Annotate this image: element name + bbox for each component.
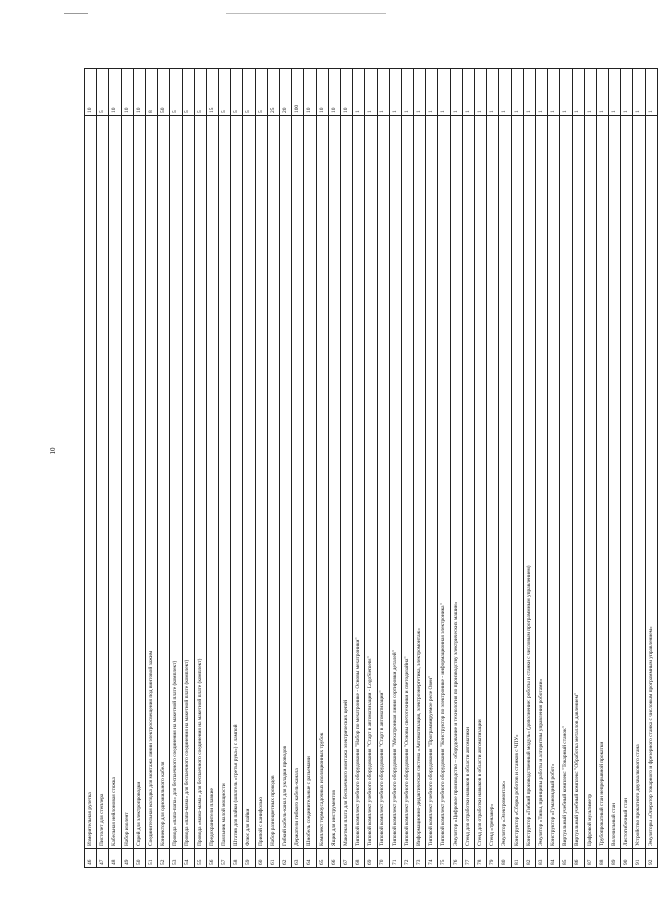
item-name: Эмуляторы «Оператор токарного и фрезерного станка с числовым программным управлением» [645, 116, 657, 849]
item-name: Эмулятор «Типы, принципы работы и алгоритмы управления роботами» [535, 116, 547, 849]
row-number: 55 [194, 849, 206, 868]
row-number: 72 [401, 849, 413, 868]
item-quantity: 5 [182, 69, 194, 116]
item-quantity: 50 [158, 69, 170, 116]
table-row [158, 69, 170, 868]
table-row [109, 69, 121, 868]
item-quantity: 1 [523, 69, 535, 116]
row-number: 85 [560, 849, 572, 868]
row-number: 53 [170, 849, 182, 868]
row-number: 77 [462, 849, 474, 868]
row-number: 87 [584, 849, 596, 868]
scan-mark [64, 13, 88, 14]
table-row [426, 69, 438, 868]
item-name: Гибкий кабель-канал для укладки проводов [280, 116, 292, 849]
page-number: 10 [49, 447, 57, 455]
item-quantity: 5 [170, 69, 182, 116]
item-quantity: 1 [645, 69, 657, 116]
item-name: Держатели гибкого кабель-канала [292, 116, 304, 849]
item-name: Информационно-дидактическая система «Автоматизация, электроэнергетика, электромонтаж» [414, 116, 426, 849]
item-quantity: 1 [389, 69, 401, 116]
row-number: 91 [633, 849, 645, 868]
item-name: Провода «мама-мама» для беспаечного соединения на макетной плате (комплект) [194, 116, 206, 849]
table-row [584, 69, 596, 868]
item-quantity: 1 [584, 69, 596, 116]
item-name: Пистолет для степлера [97, 116, 109, 849]
item-quantity: 1 [499, 69, 511, 116]
item-name: Комплект термоусадочных изоляционных трубок [316, 116, 328, 849]
row-number: 52 [158, 849, 170, 868]
table-row [401, 69, 413, 868]
table-row [340, 69, 352, 868]
item-name: Виртуальный учебный комплекс "Обработка металлов давлением" [572, 116, 584, 849]
row-number: 83 [535, 849, 547, 868]
item-name: Коннектор для одножильного кабеля [158, 116, 170, 849]
item-name: Флюс для пайки [243, 116, 255, 849]
item-name: Шнобель соединительные с разъемами [304, 116, 316, 849]
item-name: Типовой комплект учебного оборудования "Набор по мехатронике - Основы мехатроники" [353, 116, 365, 849]
table-row [365, 69, 377, 868]
table-row [85, 69, 97, 868]
row-number: 81 [511, 849, 523, 868]
item-name: Спрей для электропроводки [133, 116, 145, 849]
row-number: 75 [438, 849, 450, 868]
row-number: 61 [267, 849, 279, 868]
scan-mark [226, 13, 386, 14]
row-number: 78 [475, 849, 487, 868]
item-name: Типовой комплект учебного оборудования "Старт в автоматизации" [377, 116, 389, 849]
row-number: 48 [109, 849, 121, 868]
item-quantity: 1 [633, 69, 645, 116]
equipment-table [84, 68, 658, 868]
item-quantity: 1 [487, 69, 499, 116]
row-number: 59 [243, 849, 255, 868]
table-row [145, 69, 157, 868]
table-row [414, 69, 426, 868]
item-quantity: 1 [353, 69, 365, 116]
item-quantity: 25 [267, 69, 279, 116]
item-name: Эмулятор «Электромонтаж» [499, 116, 511, 849]
table-row [633, 69, 645, 868]
row-number: 89 [609, 849, 621, 868]
item-name: Макетная плата для беспаечного монтажа электрических цепей [340, 116, 352, 849]
item-name: Листогибочный стан [621, 116, 633, 849]
item-quantity: 1 [438, 69, 450, 116]
item-name: Стенд для отработки навыков в области автоматики [462, 116, 474, 849]
item-quantity: 1 [621, 69, 633, 116]
row-number: 88 [596, 849, 608, 868]
equipment-table-container [84, 68, 654, 868]
item-name: Конструктор «Гибкий производственный модуль» (дополнение: роботы и станки с числовым программным управлением) [523, 116, 535, 849]
table-row [438, 69, 450, 868]
row-number: 82 [523, 849, 535, 868]
table-row [645, 69, 657, 868]
row-number: 84 [548, 849, 560, 868]
row-number: 69 [365, 849, 377, 868]
item-name: Провода «папа-папа» для беспаечного соединения на макетной плате (комплект) [170, 116, 182, 849]
item-name: Типовой комплект учебного оборудования "Конструктор по электронике - информационная электроника" [438, 116, 450, 849]
row-number: 66 [328, 849, 340, 868]
table-row [596, 69, 608, 868]
item-quantity: 8 [145, 69, 157, 116]
table-row [511, 69, 523, 868]
item-quantity: 5 [243, 69, 255, 116]
table-row [353, 69, 365, 868]
item-name: Конструктор «Сборка роботов и станков с ЧПУ» [511, 116, 523, 849]
item-quantity: 1 [572, 69, 584, 116]
item-quantity: 1 [414, 69, 426, 116]
table-row [194, 69, 206, 868]
item-quantity: 5 [219, 69, 231, 116]
table-row [609, 69, 621, 868]
row-number: 79 [487, 849, 499, 868]
item-quantity: 1 [450, 69, 462, 116]
item-quantity: 1 [475, 69, 487, 116]
table-row [499, 69, 511, 868]
item-name: Стенд «тренажер» [487, 116, 499, 849]
item-quantity: 10 [304, 69, 316, 116]
item-quantity: 1 [401, 69, 413, 116]
row-number: 64 [304, 849, 316, 868]
item-quantity: 1 [596, 69, 608, 116]
item-quantity: 10 [328, 69, 340, 116]
table-row [219, 69, 231, 868]
item-name: Типовой комплект учебного оборудования "Программируемое реле Овен" [426, 116, 438, 849]
item-name: Кабельная нейлоновая стяжка [109, 116, 121, 849]
row-number: 70 [377, 849, 389, 868]
table-row [255, 69, 267, 868]
item-name: Типовой комплект учебного оборудования "Основы светотехники и светодизайна" [401, 116, 413, 849]
item-quantity: 20 [280, 69, 292, 116]
item-quantity: 1 [535, 69, 547, 116]
item-name: Паяльник малой мощности [219, 116, 231, 849]
item-quantity: 1 [609, 69, 621, 116]
item-quantity: 1 [560, 69, 572, 116]
table-row [450, 69, 462, 868]
item-name: Штатив для пайки (шпатель «третья рука») с лампой [231, 116, 243, 849]
item-quantity: 1 [426, 69, 438, 116]
item-name: Конструктор «Гуманоидный робот» [548, 116, 560, 849]
item-name: Трубопрокатный стан непрерывной прокатки [596, 116, 608, 849]
table-row [572, 69, 584, 868]
table-row [328, 69, 340, 868]
equipment-table-body [85, 69, 658, 868]
row-number: 71 [389, 849, 401, 868]
row-number: 62 [280, 849, 292, 868]
table-row [133, 69, 145, 868]
item-name: Ящик для инструментов [328, 116, 340, 849]
table-row [523, 69, 535, 868]
table-row [377, 69, 389, 868]
item-name: Эмулятор «Цифровое производство – оборудование и технология по производству электрических машин» [450, 116, 462, 849]
table-row [535, 69, 547, 868]
row-number: 56 [206, 849, 218, 868]
table-row [206, 69, 218, 868]
item-quantity: 5 [97, 69, 109, 116]
row-number: 46 [85, 849, 97, 868]
row-number: 80 [499, 849, 511, 868]
row-number: 65 [316, 849, 328, 868]
item-quantity: 5 [255, 69, 267, 116]
item-name: Предохранители плавкие [206, 116, 218, 849]
table-row [170, 69, 182, 868]
item-quantity: 1 [462, 69, 474, 116]
table-row [267, 69, 279, 868]
item-quantity: 1 [548, 69, 560, 116]
item-name: Набор разноцветных проводов [267, 116, 279, 849]
row-number: 60 [255, 849, 267, 868]
table-row [548, 69, 560, 868]
item-name: Устройство прокатного двухвалкового стана [633, 116, 645, 849]
row-number: 49 [121, 849, 133, 868]
item-quantity: 100 [292, 69, 304, 116]
row-number: 76 [450, 849, 462, 868]
item-quantity: 5 [194, 69, 206, 116]
table-row [560, 69, 572, 868]
item-quantity: 10 [340, 69, 352, 116]
item-quantity: 15 [206, 69, 218, 116]
item-quantity: 10 [109, 69, 121, 116]
row-number: 58 [231, 849, 243, 868]
item-name: Типовой комплект учебного оборудования "Мехатронная линия сортировки деталей" [389, 116, 401, 849]
row-number: 92 [645, 849, 657, 868]
table-row [462, 69, 474, 868]
table-row [243, 69, 255, 868]
table-row [475, 69, 487, 868]
row-number: 68 [353, 849, 365, 868]
row-number: 51 [145, 849, 157, 868]
item-name: Соединительная колодка для монтажа линии электроосвещения под винтовой зажим [145, 116, 157, 849]
item-name: Виртуальный учебный комплекс "Токарный станок" [560, 116, 572, 849]
item-name: Типовой комплект учебного оборудования "Старт в автоматизации - LogoSiemens" [365, 116, 377, 849]
item-quantity: 10 [85, 69, 97, 116]
table-row [487, 69, 499, 868]
table-row [182, 69, 194, 868]
row-number: 50 [133, 849, 145, 868]
table-row [316, 69, 328, 868]
item-name: Припой с канифолью [255, 116, 267, 849]
item-quantity: 10 [133, 69, 145, 116]
item-name: Цифровой мультиметр [584, 116, 596, 849]
item-quantity: 1 [365, 69, 377, 116]
row-number: 90 [621, 849, 633, 868]
row-number: 57 [219, 849, 231, 868]
item-quantity: 1 [511, 69, 523, 116]
item-quantity: 10 [316, 69, 328, 116]
table-row [97, 69, 109, 868]
item-name: Стенд для отработки навыков в области автоматизации [475, 116, 487, 849]
row-number: 74 [426, 849, 438, 868]
row-number: 73 [414, 849, 426, 868]
item-name: Измерительная рулетка [85, 116, 97, 849]
item-name: Волочильный стан [609, 116, 621, 849]
table-row [292, 69, 304, 868]
row-number: 47 [97, 849, 109, 868]
item-quantity: 1 [377, 69, 389, 116]
item-name: Набор изолент [121, 116, 133, 849]
row-number: 54 [182, 849, 194, 868]
row-number: 67 [340, 849, 352, 868]
row-number: 86 [572, 849, 584, 868]
table-row [121, 69, 133, 868]
table-row [389, 69, 401, 868]
item-quantity: 5 [231, 69, 243, 116]
item-name: Провода «папа-мама» для беспаечного соединения на макетной плате (комплект) [182, 116, 194, 849]
table-row [304, 69, 316, 868]
table-row [231, 69, 243, 868]
table-row [280, 69, 292, 868]
item-quantity: 10 [121, 69, 133, 116]
table-row [621, 69, 633, 868]
row-number: 63 [292, 849, 304, 868]
